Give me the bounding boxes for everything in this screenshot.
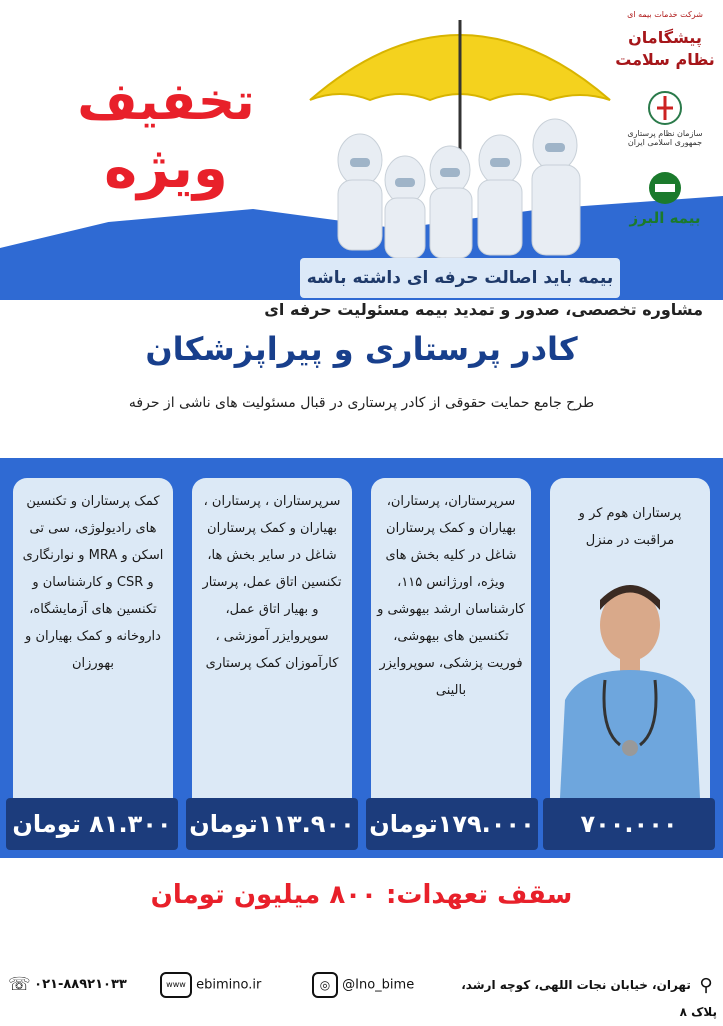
instagram-handle: @Ino_bime xyxy=(342,977,415,993)
tagline-text: بیمه باید اصالت حرفه ای داشته باشه xyxy=(306,268,614,288)
plan-text: سرپرستاران ، پرستاران ، بهیاران و کمک پرستاران شاغل در سایر بخش ها، تکنسین اتاق عمل، پرستار و بهیار اتاق عمل، سوپروایزر آموزشی ، کارآموزان کمک پرستاری xyxy=(202,494,342,671)
price-homecare: ۷۰۰.۰۰۰ تومان xyxy=(543,798,715,850)
address-text: تهران، خیابان نجات اللهی، کوچه ارشد، پلاک ۸ xyxy=(461,978,717,1019)
main-title: کادر پرستاری و پیراپزشکان xyxy=(145,330,578,368)
instagram-link[interactable] xyxy=(312,972,452,998)
web-icon: www xyxy=(160,972,192,998)
tagline-box xyxy=(300,258,620,298)
plan-text: پرستاران هوم کر و مراقبت در منزل xyxy=(578,506,682,548)
location-icon: ⚲ xyxy=(699,974,713,996)
instagram-icon: ◎ xyxy=(312,972,338,998)
price-technicians: ۸۱.۳۰۰ تومان xyxy=(6,798,178,850)
logos-column xyxy=(615,10,715,270)
company-logo xyxy=(615,10,715,90)
address xyxy=(455,972,717,1019)
phone-icon: ☏ xyxy=(8,973,31,995)
nursing-emblem-icon xyxy=(647,90,683,126)
website-text: ebimino.ir xyxy=(196,977,262,993)
plan-text: کمک پرستاران و تکنسین های رادیولوژی، سی تی اسکن و MRA و نوارنگاری و CSR و کارشناسان و تکنسین های آزمایشگاه، داروخانه و کمک بهیاران و بهورزان xyxy=(22,494,164,671)
plan-card-technicians xyxy=(13,478,173,798)
phone-text: ۰۲۱-۸۸۹۲۱۰۳۳ xyxy=(34,977,127,992)
company-label: شرکت خدمات بیمه ای xyxy=(627,10,703,19)
plan-card-general xyxy=(192,478,352,798)
doctor-icon xyxy=(550,570,710,798)
description: طرح جامع حمایت حقوقی از کادر پرستاری در قبال مسئولیت های ناشی از حرفه xyxy=(128,395,595,411)
price-general: ۱۱۳.۹۰۰تومان xyxy=(186,798,358,850)
plan-text: سرپرستاران، پرستاران، بهیاران و کمک پرستاران شاغل در کلیه بخش های ویژه، اورژانس ۱۱۵، کارشناسان ارشد بیهوشی و تکنسین های بیهوشی، فوریت پزشکی، سوپروایزر بالینی xyxy=(377,494,525,698)
price-critical: ۱۷۹.۰۰۰تومان xyxy=(366,798,538,850)
alborz-emblem-icon xyxy=(645,170,685,206)
phone-link[interactable] xyxy=(8,972,158,998)
coverage-cap: سقف تعهدات: ۸۰۰ میلیون تومان xyxy=(150,880,573,910)
subheading: مشاوره تخصصی، صدور و تمدید بیمه مسئولیت حرفه ای xyxy=(264,300,703,319)
nursing-org-logo xyxy=(615,90,715,170)
promo-line1: تخفیف xyxy=(77,72,255,132)
umbrella-icon xyxy=(300,0,620,265)
promo-line2: ویژه xyxy=(104,136,228,201)
company-brand: پیشگامان نظام سلامت xyxy=(615,28,715,69)
alborz-logo xyxy=(615,170,715,250)
alborz-label: بیمه البرز xyxy=(629,209,701,227)
doctor-illustration xyxy=(550,570,710,798)
promo-badge xyxy=(36,70,296,230)
plan-card-critical xyxy=(371,478,531,798)
umbrella-illustration xyxy=(300,0,620,265)
website-link[interactable] xyxy=(160,972,300,998)
nursing-org-label: سازمان نظام پرستاری جمهوری اسلامی ایران xyxy=(627,129,703,147)
